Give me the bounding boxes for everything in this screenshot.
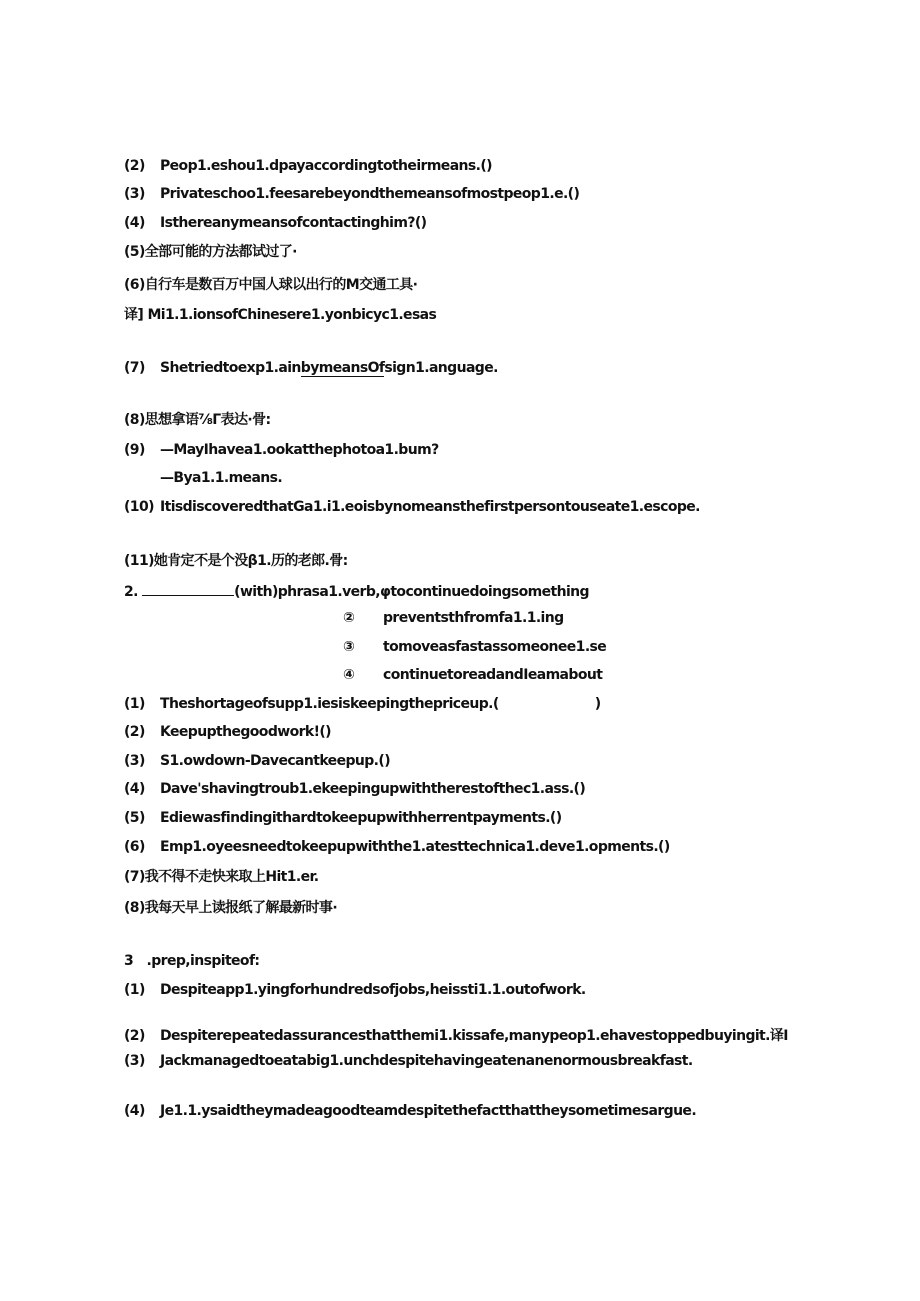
chinese-item-8: (8)思想拿语⅞Γ表达·骨: [124,412,271,428]
close-paren: ) [594,696,601,712]
chinese-item-8: (8)我每天早上读报纸了解最新时事· [124,900,338,916]
item-number: (6) [124,839,145,855]
sense-mark: ④ [343,667,355,683]
chinese-item-7: (7)我不得不走快来取上Hit1.er. [124,869,319,885]
item-number: (7) [124,360,145,376]
list-item [124,838,670,856]
item-text: Isthereanymeansofcontactinghim?() [160,215,427,231]
sense-mark: ③ [343,639,355,655]
item-text-pre: Shetriedtoexp1.ain [160,360,301,376]
chinese-item-6: (6)自行车是数百万中国人球以出行的M交通工具· [124,277,418,293]
chinese-item-11: (11)她肯定不是个没β1.历的老郎.骨: [124,553,348,569]
underlined-phrase: bymeansOf [300,360,385,376]
sense-item [343,609,564,627]
sense-mark: ② [343,610,355,626]
list-item [124,1027,788,1045]
item-number: (9) [124,442,145,458]
item-text: S1.owdown-Davecantkeepup.() [160,753,390,769]
item-text-post: sign1.anguage. [384,360,498,376]
item-number: (1) [124,982,145,998]
section-2-header [124,581,589,601]
list-item [124,185,579,203]
dialogue-answer: —Bya1.1.means. [160,470,283,486]
translation-line: 译] Mi1.1.ionsofChinesere1.yonbicyc1.esas [124,307,437,323]
item-text: Privateschoo1.feesarebeyondthemeansofmostpeop1.e.() [160,186,580,202]
item-number: (4) [124,215,145,231]
list-item [124,214,426,232]
item-number: (4) [124,781,145,797]
item-number: (10) [124,499,154,515]
list-item [124,809,562,827]
sense-text: continuetoreadandIeamabout [383,667,603,683]
list-item [124,441,439,459]
list-item [124,157,492,175]
list-item [124,695,601,713]
item-number: (4) [124,1103,145,1119]
item-number: (5) [124,810,145,826]
section-3-header: 3 .prep,inspiteof: [124,953,260,969]
item-text: Jackmanagedtoeatabig1.unchdespitehavingeatenanenormousbreakfast. [160,1053,693,1069]
item-text: Theshortageofsupp1.iesiskeepingthepriceup.( [160,696,499,712]
item-number: (2) [124,1028,145,1044]
item-text: Keepupthegoodwork!() [160,724,331,740]
item-text: Ediewasfindingithardtokeepupwithherrentpayments.() [160,810,562,826]
sense-item [343,666,602,684]
chinese-item-5: (5)全部可能的方法都试过了· [124,244,297,260]
item-number: (3) [124,186,145,202]
item-text: Peop1.eshou1.dpayaccordingtotheirmeans.() [160,158,492,174]
list-item [124,1102,696,1120]
list-item [124,498,700,516]
item-number: (3) [124,753,145,769]
item-number: (1) [124,696,145,712]
item-number: (3) [124,1053,145,1069]
item-text: Despiteapp1.yingforhundredsofjobs,heissti1.1.outofwork. [160,982,586,998]
list-item [124,780,585,798]
list-item [124,359,498,377]
list-item [124,723,331,741]
list-item [124,752,390,770]
sense-item [343,638,606,656]
item-text: Emp1.oyeesneedtokeepupwiththe1.atesttechnica1.deve1.opments.() [160,839,670,855]
item-number: (2) [124,724,145,740]
section-definition: (with)phrasa1.verb,φtocontinuedoingsomething [234,584,589,600]
sense-text: tomoveasfastassomeonee1.se [383,639,607,655]
item-text: Despiterepeatedassurancesthatthemi1.kissafe,manypeop1.ehavestoppedbuyingit.译I [160,1028,788,1044]
list-item [124,981,586,999]
list-item [124,1052,693,1070]
section-number: 2. [124,584,138,600]
item-text: Dave'shavingtroub1.ekeepingupwiththerestofthec1.ass.() [160,781,586,797]
item-number: (2) [124,158,145,174]
item-text: Je1.1.ysaidtheymadeagoodteamdespitethefactthattheysometimesargue. [160,1103,697,1119]
sense-text: preventsthfromfa1.1.ing [383,610,564,626]
item-text: ItisdiscoveredthatGa1.i1.eoisbynomeansthefirstpersontouseate1.escope. [160,499,700,515]
dialogue-question: —MayIhavea1.ookatthephotoa1.bum? [160,442,439,458]
fill-blank[interactable] [142,581,234,596]
